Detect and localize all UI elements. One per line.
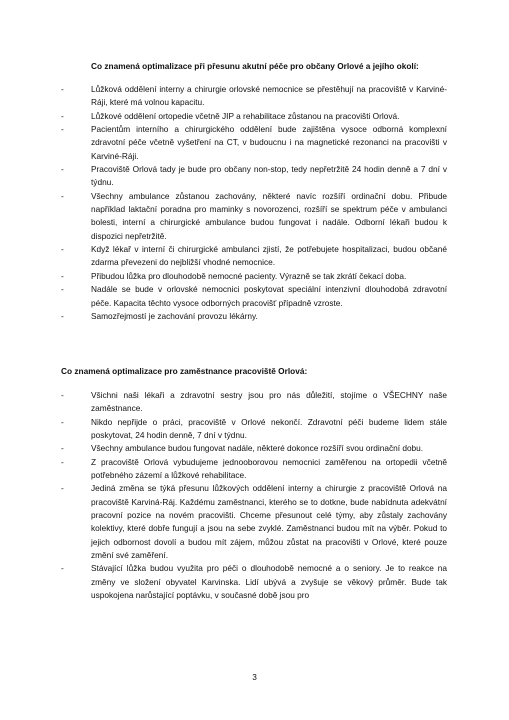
bullet-dash: - — [61, 416, 64, 427]
list-item — [61, 456, 447, 483]
list-item — [61, 562, 447, 602]
list-item — [61, 482, 447, 562]
bullet-dash: - — [61, 244, 64, 255]
list-item-text: Všechny ambulance zůstanou zachovány, některé navíc rozšíří ordinační dobu. Přibude například laktační poradna pro maminky s novorozenci, rozšíří se spektrum péče v ambulanci bolesti, interní a chirurgické ambulance budou fungovat i nadále. Odborní lékaři budou k dispozici nepřetržitě. — [91, 190, 447, 241]
bullet-dash: - — [61, 84, 64, 94]
list-item-text: Lůžková oddělení interny a chirurgie orlovské nemocnice se přestěhují na pracoviště v Karviné-Ráji, které má volnou kapacitu. — [91, 84, 447, 108]
list-item — [61, 442, 447, 455]
list-item — [61, 270, 447, 283]
list-item-text: Pacientům interního a chirurgického oddělení bude zajištěna vysoce odborná komplexní zdravotní péče včetně vyšetření na CT, v budoucnu i na magnetické rezonanci na pracovišti v Karviné-Ráji. — [91, 124, 447, 161]
bullet-dash: - — [61, 456, 64, 467]
list-item — [61, 163, 447, 190]
list-item-text: Nadále se bude v orlovské nemocnici poskytovat speciální intenzivní dlouhodobá zdravotní péče. Kapacita těchto vysoce odborných pracovišť případně vzroste. — [91, 284, 447, 308]
bullet-dash: - — [61, 390, 64, 400]
bullet-dash: - — [61, 270, 64, 281]
bullet-dash: - — [61, 563, 64, 574]
list-item-text: Jediná změna se týká přesunu lůžkových oddělení interny a chirurgie z pracoviště Orlová na pracoviště Karviná-Ráj. Každému zaměstnanci, kterého se to dotkne, bude nabídnuta adekvátní pracovní pozice na novém pracovišti. Chceme přesunout celé týmy, aby zůstaly zachovány kolektivy, které dobře fungují a jsou na sebe zvyklé. Zaměstnanci budou mít na výběr. Pokud to jejich odbornost dovolí a budou mít zájem, můžou zůstat na pracovišti v Orlové, které pouze změní své zaměření. — [91, 483, 447, 561]
section2-list — [61, 389, 447, 603]
bullet-dash: - — [61, 124, 64, 135]
list-item-text: Nikdo nepřijde o práci, pracoviště v Orlové nekončí. Zdravotní péči budeme lidem stále poskytovat, 24 hodin denně, 7 dní v týdnu. — [91, 416, 447, 441]
list-item-text: Z pracoviště Orlová vybudujeme jednooborovou nemocnici zaměřenou na ortopedii včetně potřebného zázemí a lůžkové rehabilitace. — [91, 456, 447, 481]
list-item-text: Když lékař v interní či chirurgické ambulanci zjistí, že potřebujete hospitalizaci, budou občané zdarma převezeni do nejbližší vhodné nemocnice. — [91, 244, 447, 268]
bullet-dash: - — [61, 284, 64, 295]
list-item — [61, 123, 447, 163]
bullet-dash: - — [61, 443, 64, 454]
list-item-text: Všechny ambulance budou fungovat nadále, některé dokonce rozšíří svou ordinační dobu. — [91, 443, 424, 454]
list-item-text: Stávající lůžka budou využita pro péči o dlouhodobě nemocné a o seniory. Je to reakce na změny ve složení obyvatel Karvinska. Lidí ubývá a zvyšuje se věkový průměr. Bude tak uspokojena narůstající poptávku, v současné době jsou pro — [91, 563, 447, 601]
list-item-text: Samozřejmostí je zachování provozu lékárny. — [91, 310, 258, 321]
list-item-text: Pracoviště Orlová tady je bude pro občany non-stop, tedy nepřetržitě 24 hodin denně a 7 dní v týdnu. — [91, 164, 447, 188]
bullet-dash: - — [61, 190, 64, 201]
page-number: 3 — [252, 672, 257, 682]
list-item — [61, 83, 447, 110]
section1-heading: Co znamená optimalizace při přesunu akutní péče pro občany Orlové a jejího okolí: — [91, 61, 419, 71]
list-item — [61, 310, 447, 323]
list-item — [61, 416, 447, 443]
bullet-dash: - — [61, 110, 64, 121]
bullet-dash: - — [61, 310, 64, 321]
section2-heading: Co znamená optimalizace pro zaměstnance pracoviště Orlová: — [61, 366, 308, 376]
list-item-text: Lůžkové oddělení ortopedie včetně JIP a rehabilitace zůstanou na pracovišti Orlová. — [91, 110, 400, 121]
bullet-dash: - — [61, 164, 64, 175]
list-item — [61, 243, 447, 270]
section1-list — [61, 83, 447, 323]
bullet-dash: - — [61, 483, 64, 494]
list-item — [61, 283, 447, 310]
list-item — [61, 190, 447, 243]
list-item-text: Přibudou lůžka pro dlouhodobě nemocné pacienty. Výrazně se tak zkrátí čekací doba. — [91, 270, 407, 281]
list-item-text: Všichni naši lékaři a zdravotní sestry jsou pro nás důležití, stojíme o VŠECHNY naše zaměstnance. — [91, 390, 447, 414]
list-item — [61, 110, 447, 123]
list-item — [61, 389, 447, 416]
